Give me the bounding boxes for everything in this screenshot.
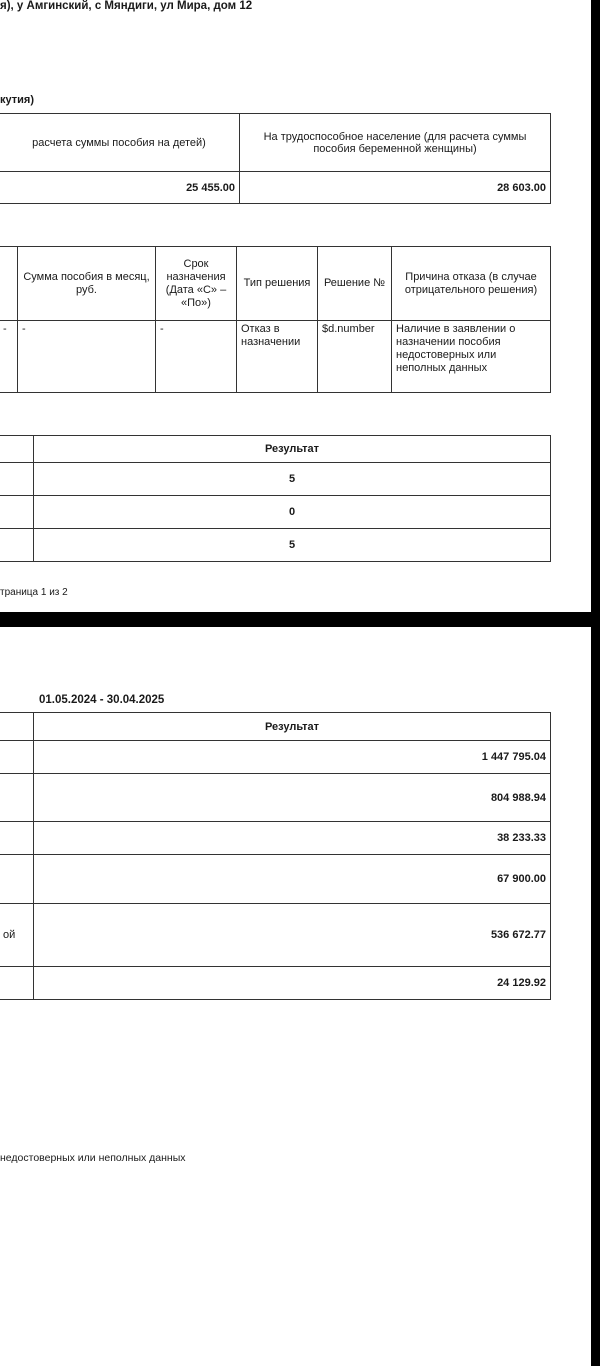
table-row [0, 855, 551, 904]
bottom-note: недостоверных или неполных данных [0, 1152, 186, 1164]
header-amount: Сумма пособия в месяц, руб. [18, 247, 156, 321]
children-value: 25 455.00 [0, 172, 240, 204]
result-table-2 [0, 712, 551, 1000]
adults-value: 28 603.00 [240, 172, 551, 204]
header-decision: Решение № [318, 247, 392, 321]
header-type: Тип решения [237, 247, 318, 321]
subsistence-minimum-table [0, 113, 551, 204]
table-row [0, 741, 551, 774]
adults-header: На трудоспособное население (для расчета суммы пособия беременной женщины) [240, 114, 551, 172]
result-value: 38 233.33 [34, 822, 551, 855]
document-page-2 [0, 627, 591, 1366]
result-value: 804 988.94 [34, 774, 551, 822]
result-value: 1 447 795.04 [34, 741, 551, 774]
decision-table [0, 246, 551, 393]
row-amount: - [18, 321, 156, 393]
children-header: расчета суммы пособия на детей) [0, 114, 240, 172]
period-label: 01.05.2024 - 30.04.2025 [39, 694, 165, 706]
result-value: 67 900.00 [34, 855, 551, 904]
header-reason: Причина отказа (в случае отрицательного решения) [392, 247, 551, 321]
header-period: Срок назначения (Дата «С» – «По») [156, 247, 237, 321]
row-label: ой [0, 904, 34, 967]
result-value: 5 [34, 463, 551, 496]
table-row [0, 904, 551, 967]
table-row [0, 967, 551, 1000]
table-row [0, 529, 551, 562]
table-row [0, 774, 551, 822]
row-period: - [156, 321, 237, 393]
table-row [0, 496, 551, 529]
result-value: 0 [34, 496, 551, 529]
result-header: Результат [34, 436, 551, 463]
table-row [0, 321, 551, 393]
result-value: 536 672.77 [34, 904, 551, 967]
row-type: Отказ в назначении [237, 321, 318, 393]
page-footer: траница 1 из 2 [0, 587, 68, 598]
result-value: 24 129.92 [34, 967, 551, 1000]
header-cell-empty [0, 247, 18, 321]
result-table-1 [0, 435, 551, 562]
table-row [0, 822, 551, 855]
row-prefix: - [0, 321, 18, 393]
region-label: кутия) [0, 94, 34, 106]
result-header: Результат [34, 713, 551, 741]
table-row [0, 463, 551, 496]
address-line: я), у Амгинский, с Мяндиги, ул Мира, дом 12 [0, 0, 253, 12]
result-value: 5 [34, 529, 551, 562]
row-reason: Наличие в заявлении о назначении пособия недостоверных или неполных данных [392, 321, 551, 393]
row-decision: $d.number [318, 321, 392, 393]
document-page-1 [0, 0, 591, 612]
